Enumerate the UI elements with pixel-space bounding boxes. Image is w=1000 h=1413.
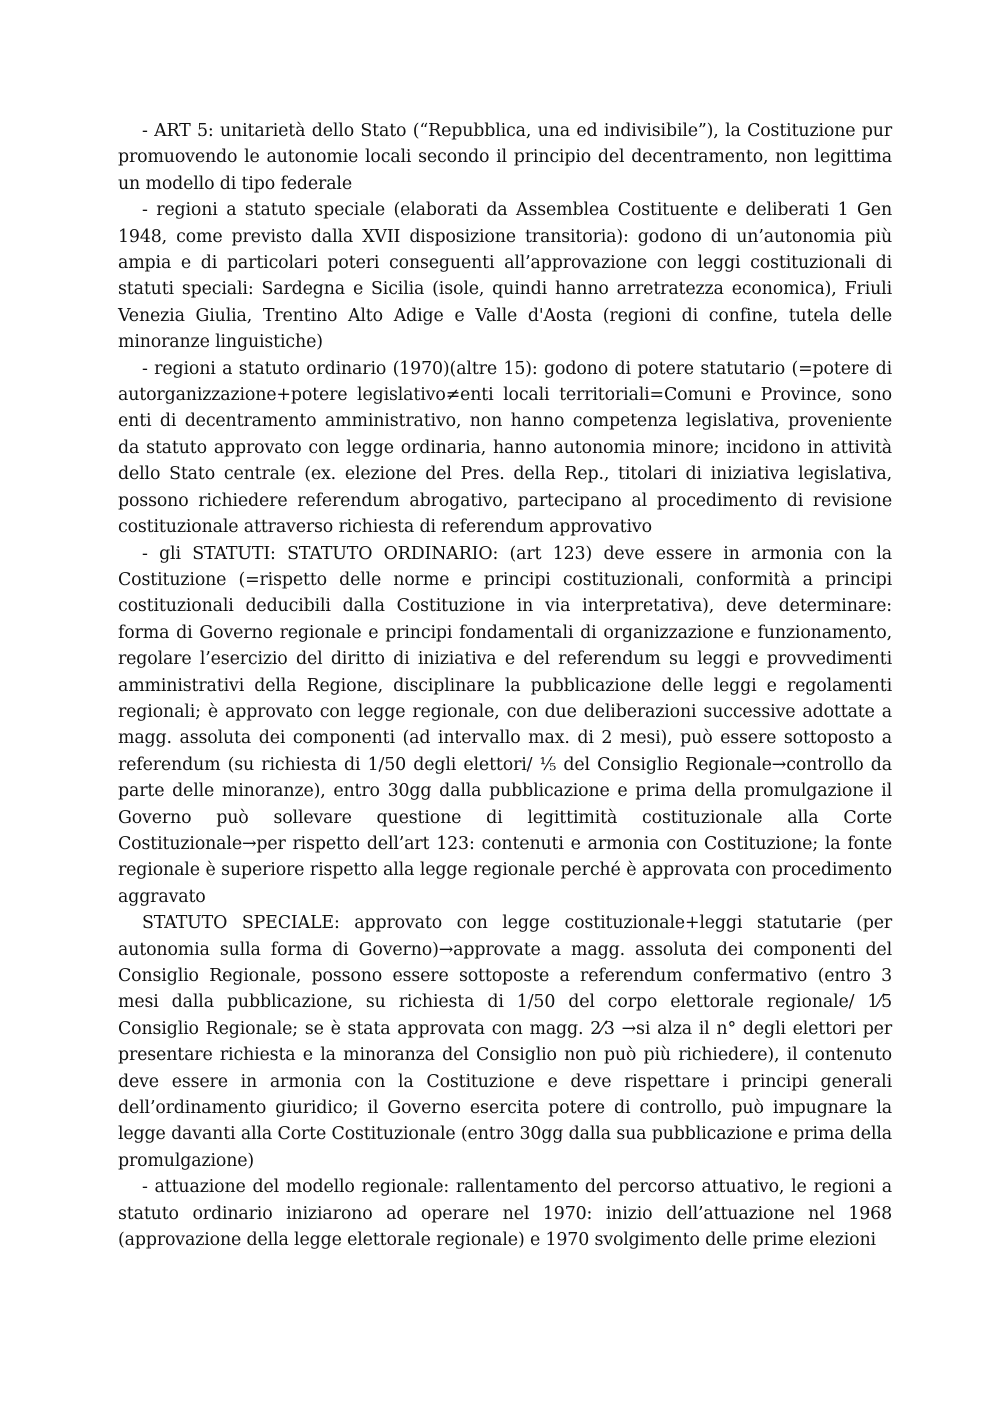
paragraph-statuto-speciale: STATUTO SPECIALE: approvato con legge costituzionale+leggi statutarie (per autonomia sulla forma di Governo)→approvate a magg. assoluta dei componenti del Consiglio Regionale, possono essere sottoposte a referendum confermativo (entro 3 mesi dalla pubblicazione, su richiesta di 1/50 del corpo elettorale regionale/ 1⁄5 Consiglio Regionale; se è stata approvata con magg. 2⁄3 →si alza il n° degli elettori per presentare richiesta e la minoranza del Consiglio non può più richiedere), il contenuto deve essere in armonia con la Costituzione e deve rispettare i principi generali dell’ordinamento giuridico; il Governo esercita potere di controllo, può impugnare la legge davanti alla Corte Costituzionale (entro 30gg dalla sua pubblicazione e prima della promulgazione): [118, 913, 892, 1171]
paragraph-attuazione-modello: - attuazione del modello regionale: rallentamento del percorso attuativo, le regioni a statuto ordinario iniziarono ad operare nel 1970: inizio dell’attuazione nel 1968 (approvazione della legge elettorale regionale) e 1970 svolgimento delle prime elezioni: [118, 1177, 892, 1251]
paragraph-statuti-ordinario: - gli STATUTI: STATUTO ORDINARIO: (art 123) deve essere in armonia con la Costituzione (=rispetto delle norme e principi costituzionali, conformità a principi costituzionali deducibili dalla Costituzione in via interpretativa), deve determinare: forma di Governo regionale e principi fondamentali di organizzazione e funzionamento, regolare l’esercizio del diritto di iniziativa e del referendum su leggi e provvedimenti amministrativi della Regione, disciplinare la pubblicazione delle leggi e regolamenti regionali; è approvato con legge regionale, con due deliberazioni successive adottate a magg. assoluta dei componenti (ad intervallo max. di 2 mesi), può essere sottoposto a referendum (su richiesta di 1/50 degli elettori/ ⅕ del Consiglio Regionale→controllo da parte delle minoranze), entro 30gg dalla pubblicazione e prima della promulgazione il Governo può sollevare questione di legittimità costituzionale alla Corte Costituzionale→per rispetto dell’art 123: contenuti e armonia con Costituzione; la fonte regionale è superiore rispetto alla legge regionale perché è approvata con procedimento aggravato: [118, 543, 892, 907]
paragraph-statuto-ordinario-regioni: - regioni a statuto ordinario (1970)(altre 15): godono di potere statutario (=potere di autorganizzazione+potere legislativo≠enti locali territoriali=Comuni e Province, sono enti di decentramento amministrativo, non hanno competenza legislativa, proveniente da statuto approvato con legge ordinaria, hanno autonomia minore; incidono in attività dello Stato centrale (ex. elezione del Pres. della Rep., titolari di iniziativa legislativa, possono richiedere referendum abrogativo, partecipano al procedimento di revisione costituzionale attraverso richiesta di referendum approvativo: [118, 358, 892, 538]
paragraph-statuto-speciale-regioni: - regioni a statuto speciale (elaborati da Assemblea Costituente e deliberati 1 Gen 1948, come previsto dalla XVII disposizione transitoria): godono di un’autonomia più ampia e di particolari poteri conseguenti all’approvazione con leggi costituzionali di statuti speciali: Sardegna e Sicilia (isole, quindi hanno arretratezza economica), Friuli Venezia Giulia, Trentino Alto Adige e Valle d'Aosta (regioni di confine, tutela delle minoranze linguistiche): [118, 200, 892, 353]
document-page: [118, 118, 892, 1253]
paragraph-art5: - ART 5: unitarietà dello Stato (“Repubblica, una ed indivisibile”), la Costituzione pur promuovendo le autonomie locali secondo il principio del decentramento, non legittima un modello di tipo federale: [118, 121, 892, 194]
